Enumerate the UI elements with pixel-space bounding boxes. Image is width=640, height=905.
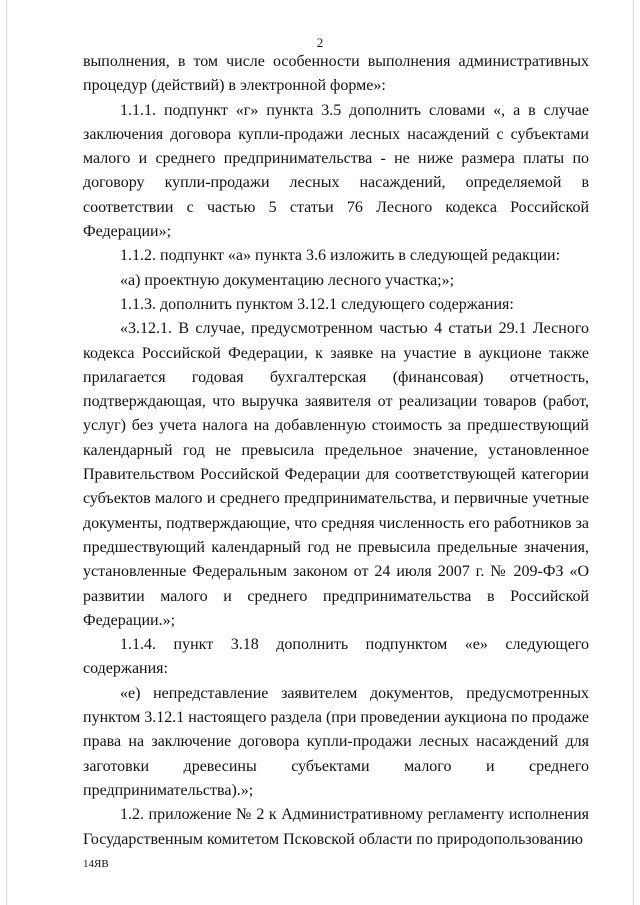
footer-code: 14ЯВ	[83, 858, 109, 870]
paragraph-1-1-3: 1.1.3. дополнить пунктом 3.12.1 следующего содержания:	[120, 295, 514, 313]
scan-edge-right	[633, 0, 634, 905]
paragraph-continuation: выполнения, в том числе особенности выполнения административных процедур (действий) в электронной форме»:	[83, 53, 589, 95]
paragraph-1-1-1: 1.1.1. подпункт «г» пункта 3.5 дополнить словами «, а в случае заключения договора купли-продажи лесных насаждений с субъектами малого и среднего предпринимательства - не ниже размера платы по договору купли-продажи лесных насаждений, определяемой в соответствии с частью 5 статьи 76 Лесного кодекса Российской Федерации»;	[83, 101, 589, 241]
paragraph-1-1-2-a: «а) проектную документацию лесного участка;»;	[120, 271, 455, 289]
page-number: 2	[316, 35, 324, 50]
paragraph-1-1-4-e: «е) непредставление заявителем документов, предусмотренных пунктом 3.12.1 настоящего раздела (при проведении аукциона по продаже права на заключение договора купли-продажи лесных насаждений для заготовки древесины субъектами малого и среднего предпринимательства).»;	[83, 684, 589, 799]
paragraph-1-2: 1.2. приложение № 2 к Административному регламенту исполнения Государственным комитетом Псковской области по природопользованию	[83, 806, 589, 848]
document-body	[83, 50, 589, 852]
paragraph-3-12-1: «3.12.1. В случае, предусмотренном частью 4 статьи 29.1 Лесного кодекса Российской Федерации, к заявке на участие в аукционе также прилагается годовая бухгалтерская (финансовая) отчетность, подтверждающая, что выручка заявителя от реализации товаров (работ, услуг) без учета налога на добавленную стоимость за предшествующий календарный год не превысила предельное значение, установленное Правительством Российской Федерации для соответствующей категории субъектов малого и среднего предпринимательства, и первичные учетные документы, подтверждающие, что средняя численность его работников за предшествующий календарный год не превысила предельные значения, установленные Федеральным законом от 24 июля 2007 г. № 209-ФЗ «О развитии малого и среднего предпринимательства в Российской Федерации.»;	[83, 320, 589, 629]
paragraph-1-1-2: 1.1.2. подпункт «а» пункта 3.6 изложить в следующей редакции:	[120, 247, 561, 265]
scan-edge-left	[6, 0, 7, 905]
paragraph-1-1-4: 1.1.4. пункт 3.18 дополнить подпунктом «е» следующего содержания:	[83, 636, 589, 678]
